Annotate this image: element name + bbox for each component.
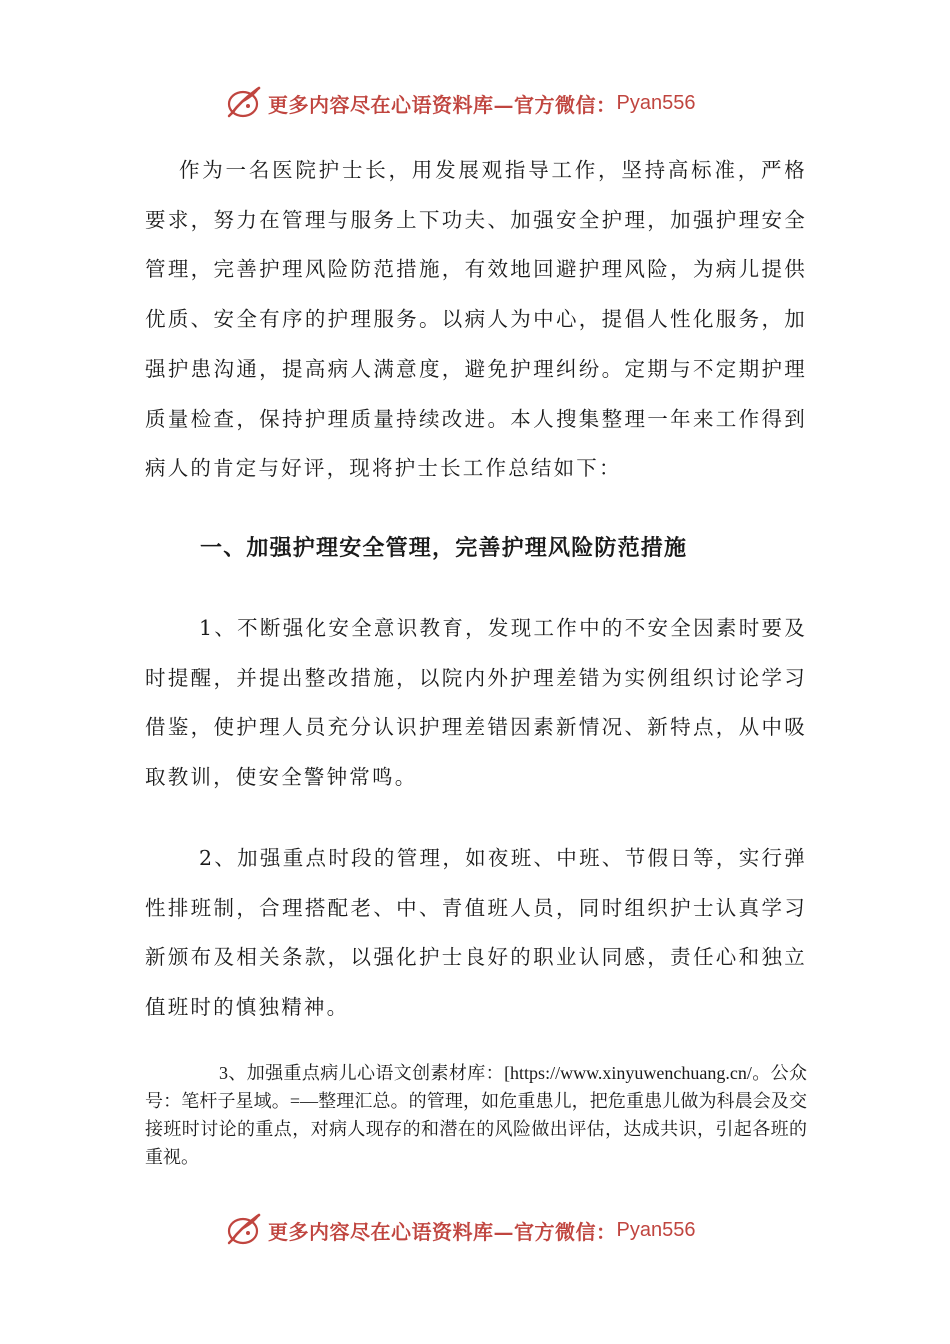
intro-paragraph: 作为一名医院护士长，用发展观指导工作，坚持高标准，严格要求，努力在管理与服务上下功夫、加强安全护理，加强护理安全管理，完善护理风险防范措施，有效地回避护理风险，为病儿提供优质、安全有序的护理服务。以病人为中心，提倡人性化服务，加强护患沟通，提高病人满意度，避免护理纠纷。定期与不定期护理质量检查，保持护理质量持续改进。本人搜集整理一年来工作得到病人的肯定与好评，现将护士长工作总结如下： (145, 158, 807, 481)
quill-pen-logo-icon (224, 1210, 264, 1250)
footer-banner (224, 1210, 695, 1250)
banner-text: 更多内容尽在心语资料库—官方微信： (268, 1219, 617, 1244)
item-2-paragraph: 2、加强重点时段的管理，如夜班、中班、节假日等，实行弹性排班制，合理搭配老、中、青值班人员，同时组织护士认真学习新颁布及相关条款，以强化护士良好的职业认同感，责任心和独立值班时的慎独精神。 (145, 846, 807, 1020)
header-banner (224, 83, 695, 123)
quill-pen-logo-icon (224, 83, 264, 123)
banner-wechat-id: Pyan556 (616, 1218, 696, 1241)
section-heading: 一、加强护理安全管理，完善护理风险防范措施 (200, 536, 688, 561)
banner-wechat-id: Pyan556 (616, 91, 696, 114)
item-3-paragraph: 3、加强重点病儿心语文创素材库：[https://www.xinyuwenchuang.cn/。公众号：笔杆子星域。=—整理汇总。的管理，如危重患儿，把危重患儿做为科晨会及交接班时讨论的重点，对病人现存的和潜在的风险做出评估，达成共识，引起各班的重视。 (145, 1063, 807, 1167)
banner-text: 更多内容尽在心语资料库—官方微信： (268, 92, 617, 117)
item-1-paragraph: 1、不断强化安全意识教育，发现工作中的不安全因素时要及时提醒，并提出整改措施，以院内外护理差错为实例组织讨论学习借鉴，使护理人员充分认识护理差错因素新情况、新特点，从中吸取教训，使安全警钟常鸣。 (145, 616, 807, 790)
